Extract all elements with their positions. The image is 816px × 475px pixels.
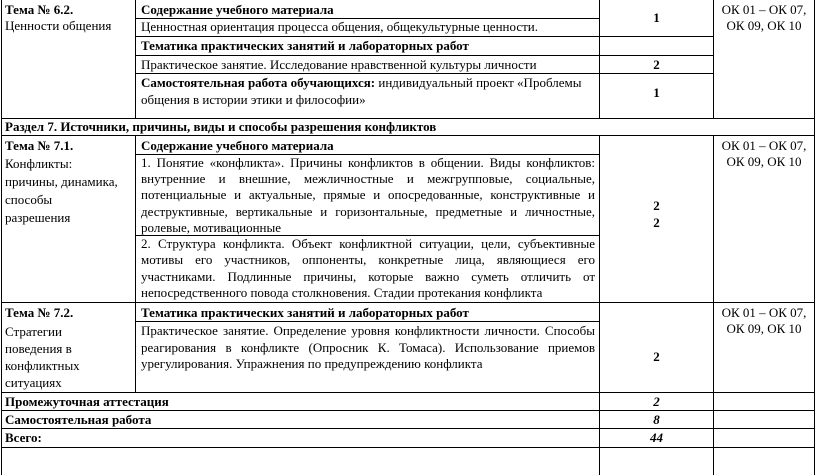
practice-header: Тематика практических занятий и лабораторных работ — [141, 38, 469, 53]
topic-subtitle-line: разрешения — [5, 210, 71, 225]
topic-title: Тема № 7.1. — [5, 138, 74, 153]
practice-header: Тематика практических занятий и лабораторных работ — [141, 305, 469, 320]
competencies-line-2: ОК 09, ОК 10 — [726, 18, 802, 33]
selfwork-total-hours: 8 — [653, 412, 660, 427]
total-label: Всего: — [5, 430, 42, 445]
interim-label: Промежуточная аттестация — [5, 394, 169, 409]
practice-text: Практическое занятие. Определение уровня конфликтности личности. Способы реагирования в конфликте (Опросник К. Томаса). Использование приемов урегулирования. Упражнения по предупреждению конфликта — [141, 323, 595, 371]
topic-title: Тема № 7.2. — [5, 305, 74, 320]
hours-cell: 1 — [653, 85, 660, 100]
selfwork-text-2: общения в истории этики и философии» — [141, 92, 366, 107]
selfwork-text-1: индивидуальный проект «Проблемы — [375, 75, 582, 90]
topic-subtitle-line: Конфликты: — [5, 156, 73, 171]
content-item-2: 2. Структура конфликта. Объект конфликтной ситуации, цели, субъективные мотивы его участников, оппоненты, конкретные лица, являющиеся его участниками. Подлинные причины, которые важно суметь отличить от непосредственного повода столкновения. Стадии протекания конфликта — [141, 236, 595, 301]
topic-subtitle-line: ситуациях — [5, 375, 62, 390]
practice-text: Практическое занятие. Исследование нравственной культуры личности — [141, 57, 537, 72]
competencies-line-2: ОК 09, ОК 10 — [726, 154, 802, 169]
topic-subtitle: Ценности общения — [5, 18, 112, 33]
topic-subtitle-line: Стратегии — [5, 324, 62, 339]
competencies-line-1: ОК 01 – ОК 07, — [721, 305, 807, 320]
hours-cell: 1 — [653, 10, 660, 25]
topic-subtitle-line: поведения в — [5, 341, 72, 356]
hours-cell: 2 — [653, 198, 660, 213]
hours-cell: 2 — [653, 57, 660, 72]
hours-cell: 2 — [653, 349, 660, 364]
topic-subtitle-line: конфликтных — [5, 358, 80, 373]
content-text: Ценностная ориентация процесса общения, общекультурные ценности. — [141, 19, 538, 34]
selfwork-label: Самостоятельная работа обучающихся: — [141, 75, 376, 90]
topic-subtitle-line: причины, динамика, — [5, 174, 118, 189]
total-hours: 44 — [650, 430, 663, 445]
topic-subtitle-line: способы — [5, 192, 53, 207]
content-item-1: 1. Понятие «конфликта». Причины конфликтов в общении. Виды конфликтов: внутренние и внешние, межличностные и межгрупповые, социальные, потенциальные и актуальные, прямые и опосредованные, конструктивные и деструктивные, вертикальные и горизонтальные, предметные и личностные, ролевые, мотивационные — [141, 155, 595, 235]
competencies-line-2: ОК 09, ОК 10 — [726, 321, 802, 336]
section-title: Раздел 7. Источники, причины, виды и способы разрешения конфликтов — [5, 119, 437, 134]
interim-hours: 2 — [653, 394, 660, 409]
topic-title: Тема № 6.2. — [5, 2, 74, 17]
competencies-line-1: ОК 01 – ОК 07, — [721, 2, 807, 17]
hours-cell: 2 — [653, 215, 660, 230]
competencies-line-1: ОК 01 – ОК 07, — [721, 138, 807, 153]
content-header: Содержание учебного материала — [141, 2, 334, 17]
selfwork-total-label: Самостоятельная работа — [5, 412, 152, 427]
content-header: Содержание учебного материала — [141, 138, 334, 153]
selfwork-text — [141, 75, 581, 91]
